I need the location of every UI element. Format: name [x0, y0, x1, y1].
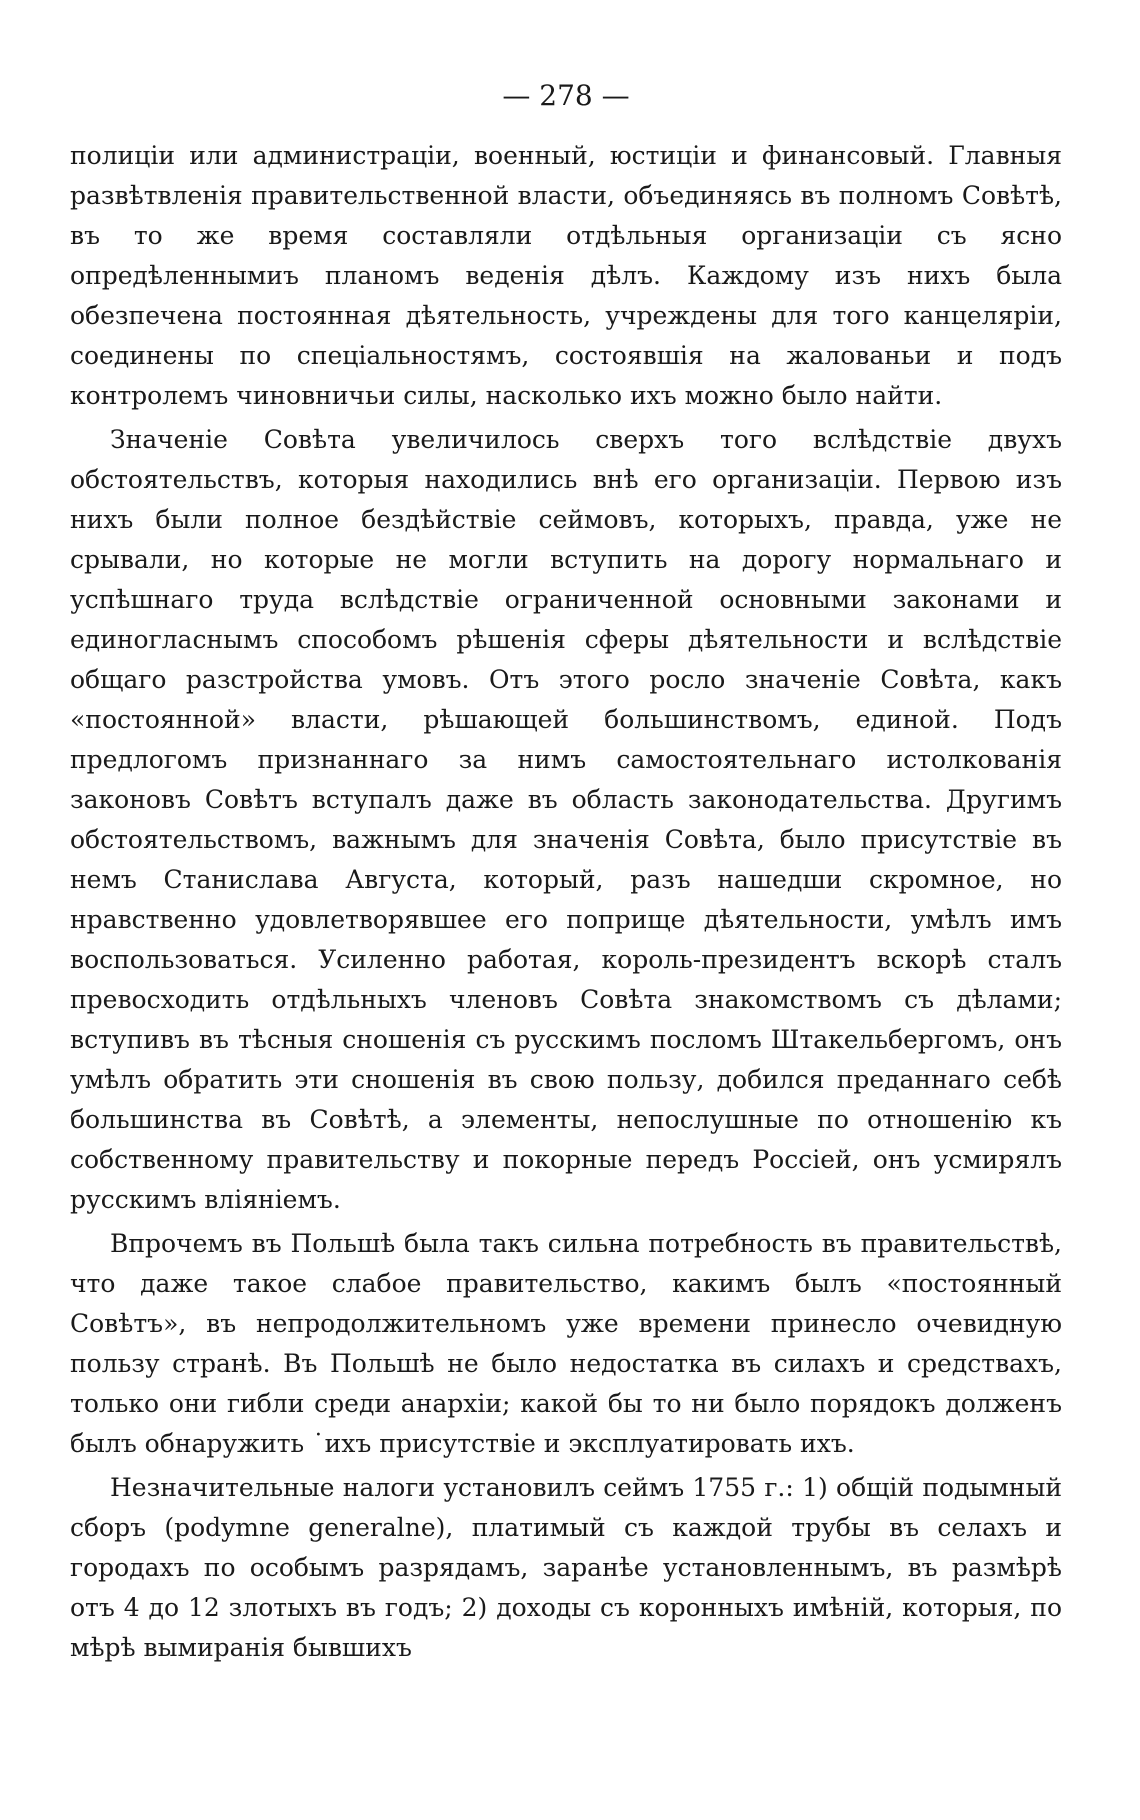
book-page [70, 70, 1062, 1672]
paragraph-3: Впрочемъ въ Польшѣ была такъ сильна потребность въ правительствѣ, что даже такое слабое правительство, какимъ былъ «постоянный Совѣтъ», въ непродолжительномъ уже времени принесло очевидную пользу странѣ. Въ Польшѣ не было недостатка въ силахъ и средствахъ, только они гибли среди анархіи; какой бы то ни было порядокъ долженъ былъ обнаружить ˙ихъ присутствіе и эксплуатировать ихъ. [70, 1229, 1062, 1458]
paragraph-4: Незначительные налоги установилъ сеймъ 1755 г.: 1) общій подымный сборъ (podymne generalne), платимый съ каждой трубы въ селахъ и городахъ по особымъ разрядамъ, заранѣе установленнымъ, въ размѣрѣ отъ 4 до 12 злотыхъ въ годъ; 2) доходы съ коронныхъ имѣній, которыя, по мѣрѣ вымиранія бывшихъ [70, 1473, 1062, 1662]
paragraph-2: Значеніе Совѣта увеличилось сверхъ того вслѣдствіе двухъ обстоятельствъ, которыя находились внѣ его организаціи. Первою изъ нихъ были полное бездѣйствіе сеймовъ, которыхъ, правда, уже не срывали, но которые не могли вступить на дорогу нормальнаго и успѣшнаго труда вслѣдствіе ограниченной основными законами и единогласнымъ способомъ рѣшенія сферы дѣятельности и вслѣдствіе общаго разстройства умовъ. Отъ этого росло значеніе Совѣта, какъ «постоянной» власти, рѣшающей большинствомъ, единой. Подъ предлогомъ признаннаго за нимъ самостоятельнаго истолкованія законовъ Совѣтъ вступалъ даже въ область законодательства. Другимъ обстоятельствомъ, важнымъ для значенія Совѣта, было присутствіе въ немъ Станислава Августа, который, разъ нашедши скромное, но нравственно удовлетворявшее его поприще дѣятельности, умѣлъ имъ воспользоваться. Усиленно работая, король-президентъ вскорѣ сталъ превосходить отдѣльныхъ членовъ Совѣта знакомствомъ съ дѣлами; вступивъ въ тѣсныя сношенія съ русскимъ посломъ Штакельбергомъ, онъ умѣлъ обратить эти сношенія въ свою пользу, добился преданнаго себѣ большинства въ Совѣтѣ, а элементы, непослушные по отношенію къ собственному правительству и покорные передъ Россіей, онъ усмирялъ русскимъ вліяніемъ. [70, 425, 1062, 1214]
paragraph-1: полиціи или администраціи, военный, юстиціи и финансовый. Главныя развѣтвленія правительственной власти, объединяясь въ полномъ Совѣтѣ, въ то же время составляли отдѣльныя организаціи съ ясно опредѣленнымиъ планомъ веденія дѣлъ. Каждому изъ нихъ была обезпечена постоянная дѣятельность, учреждены для того канцеляріи, соединены по спеціальностямъ, состоявшія на жалованьи и подъ контролемъ чиновничьи силы, насколько ихъ можно было найти. [70, 141, 1062, 410]
page-number: — 278 — [502, 79, 630, 112]
